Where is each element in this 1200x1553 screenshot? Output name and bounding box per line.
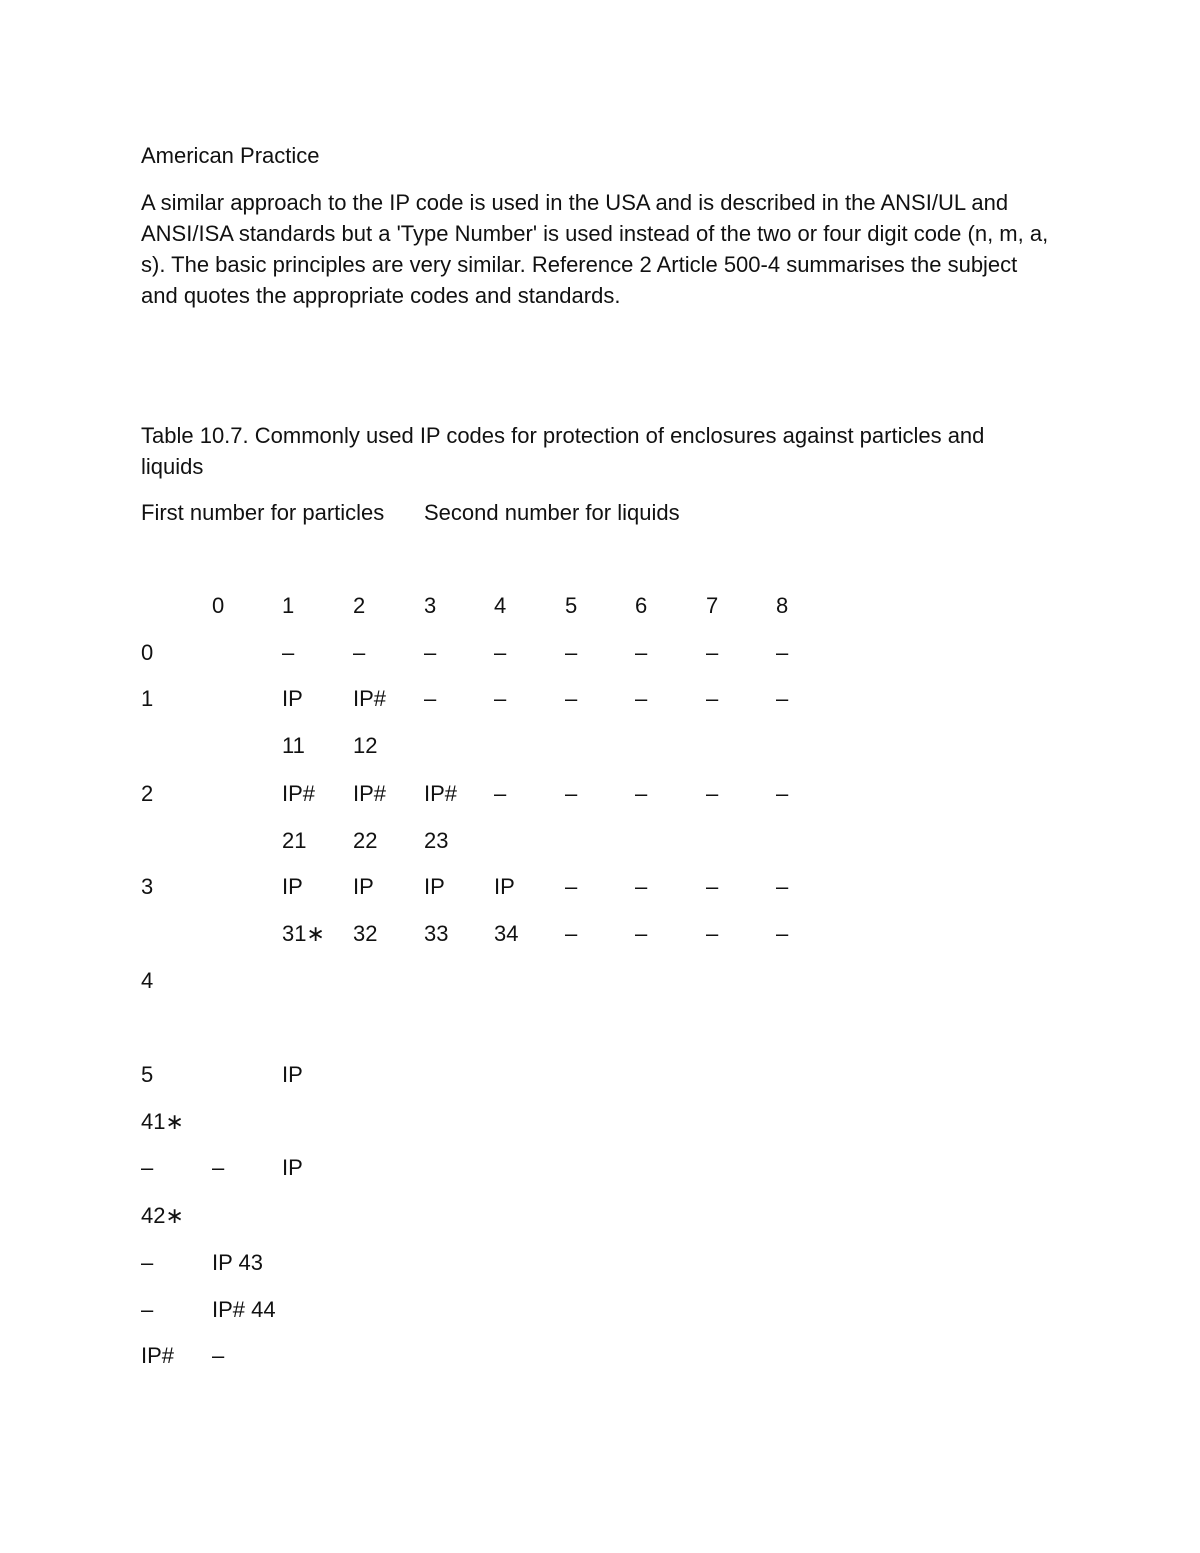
table-cell: IP 43 xyxy=(212,1250,263,1275)
table-cell: – xyxy=(706,640,719,665)
subheader-first: First number for particles xyxy=(141,500,385,525)
document-page xyxy=(141,0,1061,1553)
table-cell: – xyxy=(141,1297,154,1322)
table-cell: – xyxy=(706,781,719,806)
table-cell: IP xyxy=(282,874,303,899)
table-cell: – xyxy=(424,686,437,711)
table-cell: – xyxy=(212,1155,225,1180)
table-cell: 5 xyxy=(141,1062,154,1087)
table-cell: 41∗ xyxy=(141,1109,184,1134)
table-cell: – xyxy=(141,1250,154,1275)
table-cell: – xyxy=(706,686,719,711)
table-cell: – xyxy=(565,921,578,946)
table-cell: IP xyxy=(282,686,303,711)
column-header: 2 xyxy=(353,593,366,618)
table-cell: 32 xyxy=(353,921,378,946)
table-cell: – xyxy=(565,686,578,711)
table-cell: 23 xyxy=(424,828,449,853)
row-header: 0 xyxy=(141,640,154,665)
table-cell: – xyxy=(565,781,578,806)
table-cell: – xyxy=(141,1155,154,1180)
table-cell: – xyxy=(565,874,578,899)
table-cell: IP# xyxy=(424,781,458,806)
row-header: 1 xyxy=(141,686,154,711)
table-cell: – xyxy=(212,1343,225,1368)
table-cell: – xyxy=(494,640,507,665)
table-cell: 42∗ xyxy=(141,1203,184,1228)
table-cell: IP xyxy=(353,874,374,899)
table-cell: 34 xyxy=(494,921,519,946)
subheader-second: Second number for liquids xyxy=(424,500,680,525)
table-cell: – xyxy=(635,781,648,806)
table-cell: 31∗ xyxy=(282,921,325,946)
column-header: 0 xyxy=(212,593,225,618)
column-header: 7 xyxy=(706,593,719,618)
table-cell: – xyxy=(776,640,789,665)
table-cell: – xyxy=(282,640,295,665)
row-header: 4 xyxy=(141,968,154,993)
column-header: 4 xyxy=(494,593,507,618)
table-cell: 12 xyxy=(353,733,378,758)
table-cell: – xyxy=(776,921,789,946)
table-cell: – xyxy=(635,686,648,711)
table-cell: IP xyxy=(282,1155,303,1180)
column-header: 8 xyxy=(776,593,789,618)
column-header: 5 xyxy=(565,593,578,618)
table-cell: – xyxy=(424,640,437,665)
table-cell: – xyxy=(635,874,648,899)
table-cell: – xyxy=(706,921,719,946)
table-cell: – xyxy=(776,874,789,899)
row-header: 3 xyxy=(141,874,154,899)
table-cell: IP# xyxy=(141,1343,175,1368)
table-cell: IP xyxy=(494,874,515,899)
table-cell: IP# 44 xyxy=(212,1297,276,1322)
table-caption: Table 10.7. Commonly used IP codes for protection of enclosures against particles and liquids xyxy=(141,423,985,479)
table-cell: – xyxy=(635,640,648,665)
table-cell: – xyxy=(353,640,366,665)
column-header: 3 xyxy=(424,593,437,618)
table-cell: – xyxy=(635,921,648,946)
table-cell: – xyxy=(706,874,719,899)
table-cell: – xyxy=(776,686,789,711)
table-cell: IP# xyxy=(282,781,316,806)
table-cell: 21 xyxy=(282,828,307,853)
table-cell: – xyxy=(565,640,578,665)
table-cell: 22 xyxy=(353,828,378,853)
table-cell: IP xyxy=(282,1062,303,1087)
table-cell: – xyxy=(494,781,507,806)
table-cell: – xyxy=(776,781,789,806)
table-cell: IP xyxy=(424,874,445,899)
section-heading: American Practice xyxy=(141,143,320,168)
table-cell: – xyxy=(494,686,507,711)
table-cell: 33 xyxy=(424,921,449,946)
table-cell: IP# xyxy=(353,686,387,711)
column-header: 1 xyxy=(282,593,295,618)
row-header: 2 xyxy=(141,781,154,806)
body-paragraph: A similar approach to the IP code is used in the USA and is described in the ANSI/UL and ANSI/ISA standards but a 'Type Number' is used instead of the two or four digit code (n, m, a, s). The basic principles are very similar. Reference 2 Article 500-4 summarises the subject and quotes the appropriate codes and standards. xyxy=(141,190,1049,308)
table-cell: 11 xyxy=(282,733,305,758)
column-header: 6 xyxy=(635,593,648,618)
table-cell: IP# xyxy=(353,781,387,806)
